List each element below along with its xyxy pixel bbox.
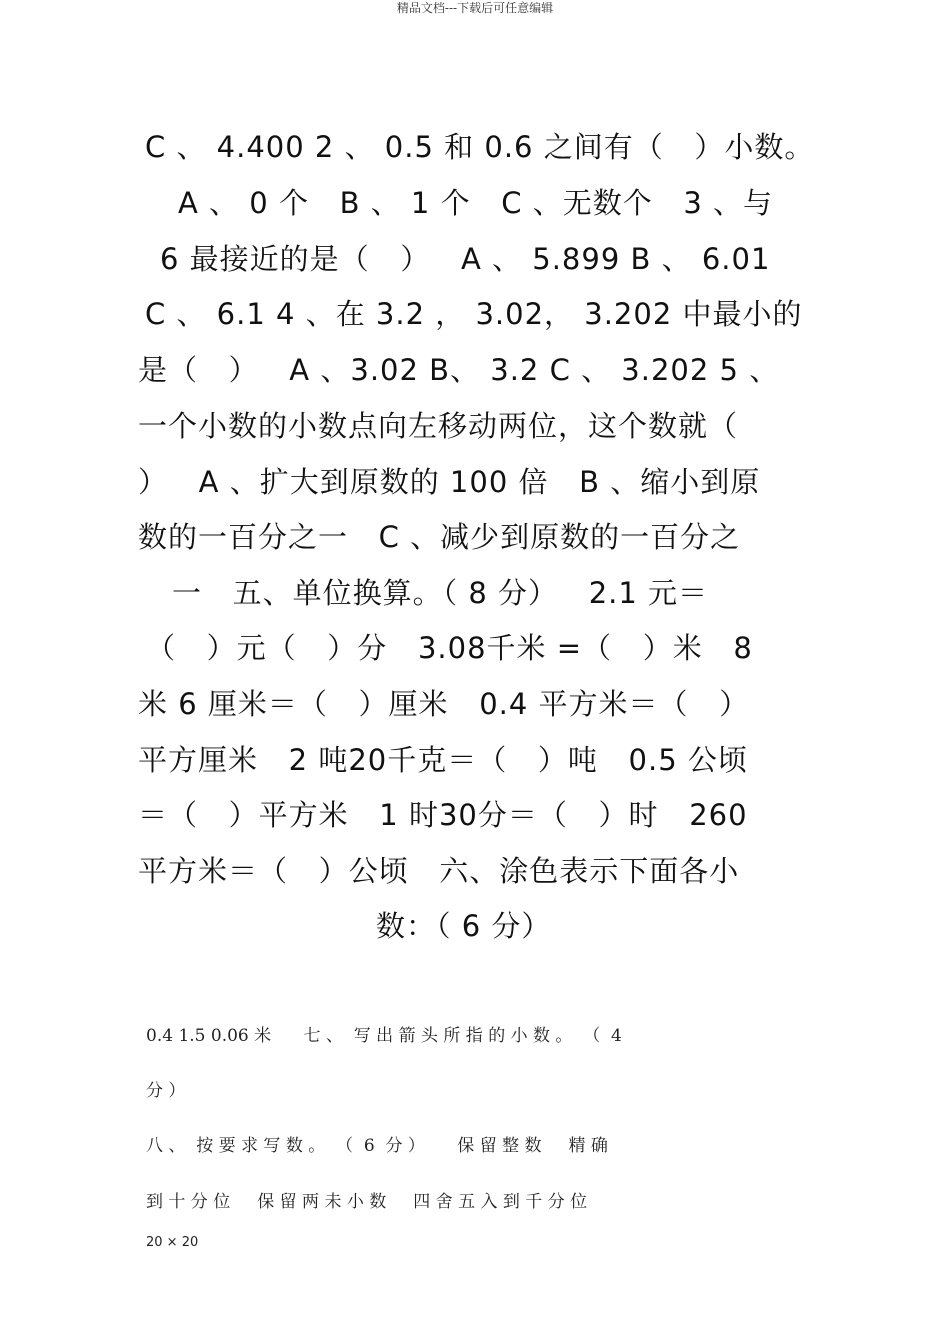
text-line-9: 一 五、单位换算。（ 8 分） 2.1 元＝ <box>172 576 709 610</box>
text-line-10: （ ）元（ ）分 3.08千米 =（ ）米 8 <box>146 631 753 665</box>
text-line-1: C 、 4.400 2 、 0.5 和 0.6 之间有（ ）小数。 <box>145 130 815 164</box>
text-line-4: C 、 6.1 4 、在 3.2 ， 3.02， 3.202 中最小的 <box>145 297 803 331</box>
footer-note: 20 × 20 <box>146 1235 199 1250</box>
small-line-2: 分 ） <box>146 1081 186 1101</box>
small-line-4: 到 十 分 位 保 留 两 未 小 数 四 舍 五 入 到 千 分 位 <box>146 1192 588 1212</box>
text-line-2: A 、 0 个 B 、 1 个 C 、无数个 3 、与 <box>178 186 774 220</box>
text-line-3: 6 最接近的是（ ） A 、 5.899 B 、 6.01 <box>160 242 771 276</box>
text-line-11: 米 6 厘米＝（ ）厘米 0.4 平方米＝（ ） <box>138 687 750 721</box>
small-line-1: 0.4 1.5 0.06 米 七 、 写 出 箭 头 所 指 的 小 数 。 （ 4 <box>146 1026 622 1046</box>
text-line-6: 一个小数的小数点向左移动两位，这个数就（ <box>138 409 739 443</box>
text-line-14: 平方米＝（ ）公顷 六、涂色表示下面各小 <box>138 854 740 888</box>
text-line-7: ） A 、扩大到原数的 100 倍 B 、缩小到原 <box>138 465 761 499</box>
text-line-5: 是（ ） A 、3.02 B、 3.2 C 、 3.202 5 、 <box>138 353 780 387</box>
page-header: 精品文档---下载后可任意编辑 <box>396 1 554 15</box>
small-line-3: 八 、 按 要 求 写 数 。 （ 6 分 ） 保 留 整 数 精 确 <box>146 1136 608 1156</box>
text-line-15: 数：（ 6 分） <box>376 909 552 943</box>
text-line-12: 平方厘米 2 吨20千克＝（ ）吨 0.5 公顷 <box>138 743 748 777</box>
text-line-8: 数的一百分之一 C 、减少到原数的一百分之 <box>138 520 741 554</box>
text-line-13: ＝（ ）平方米 1 时30分＝（ ）时 260 <box>138 798 748 832</box>
